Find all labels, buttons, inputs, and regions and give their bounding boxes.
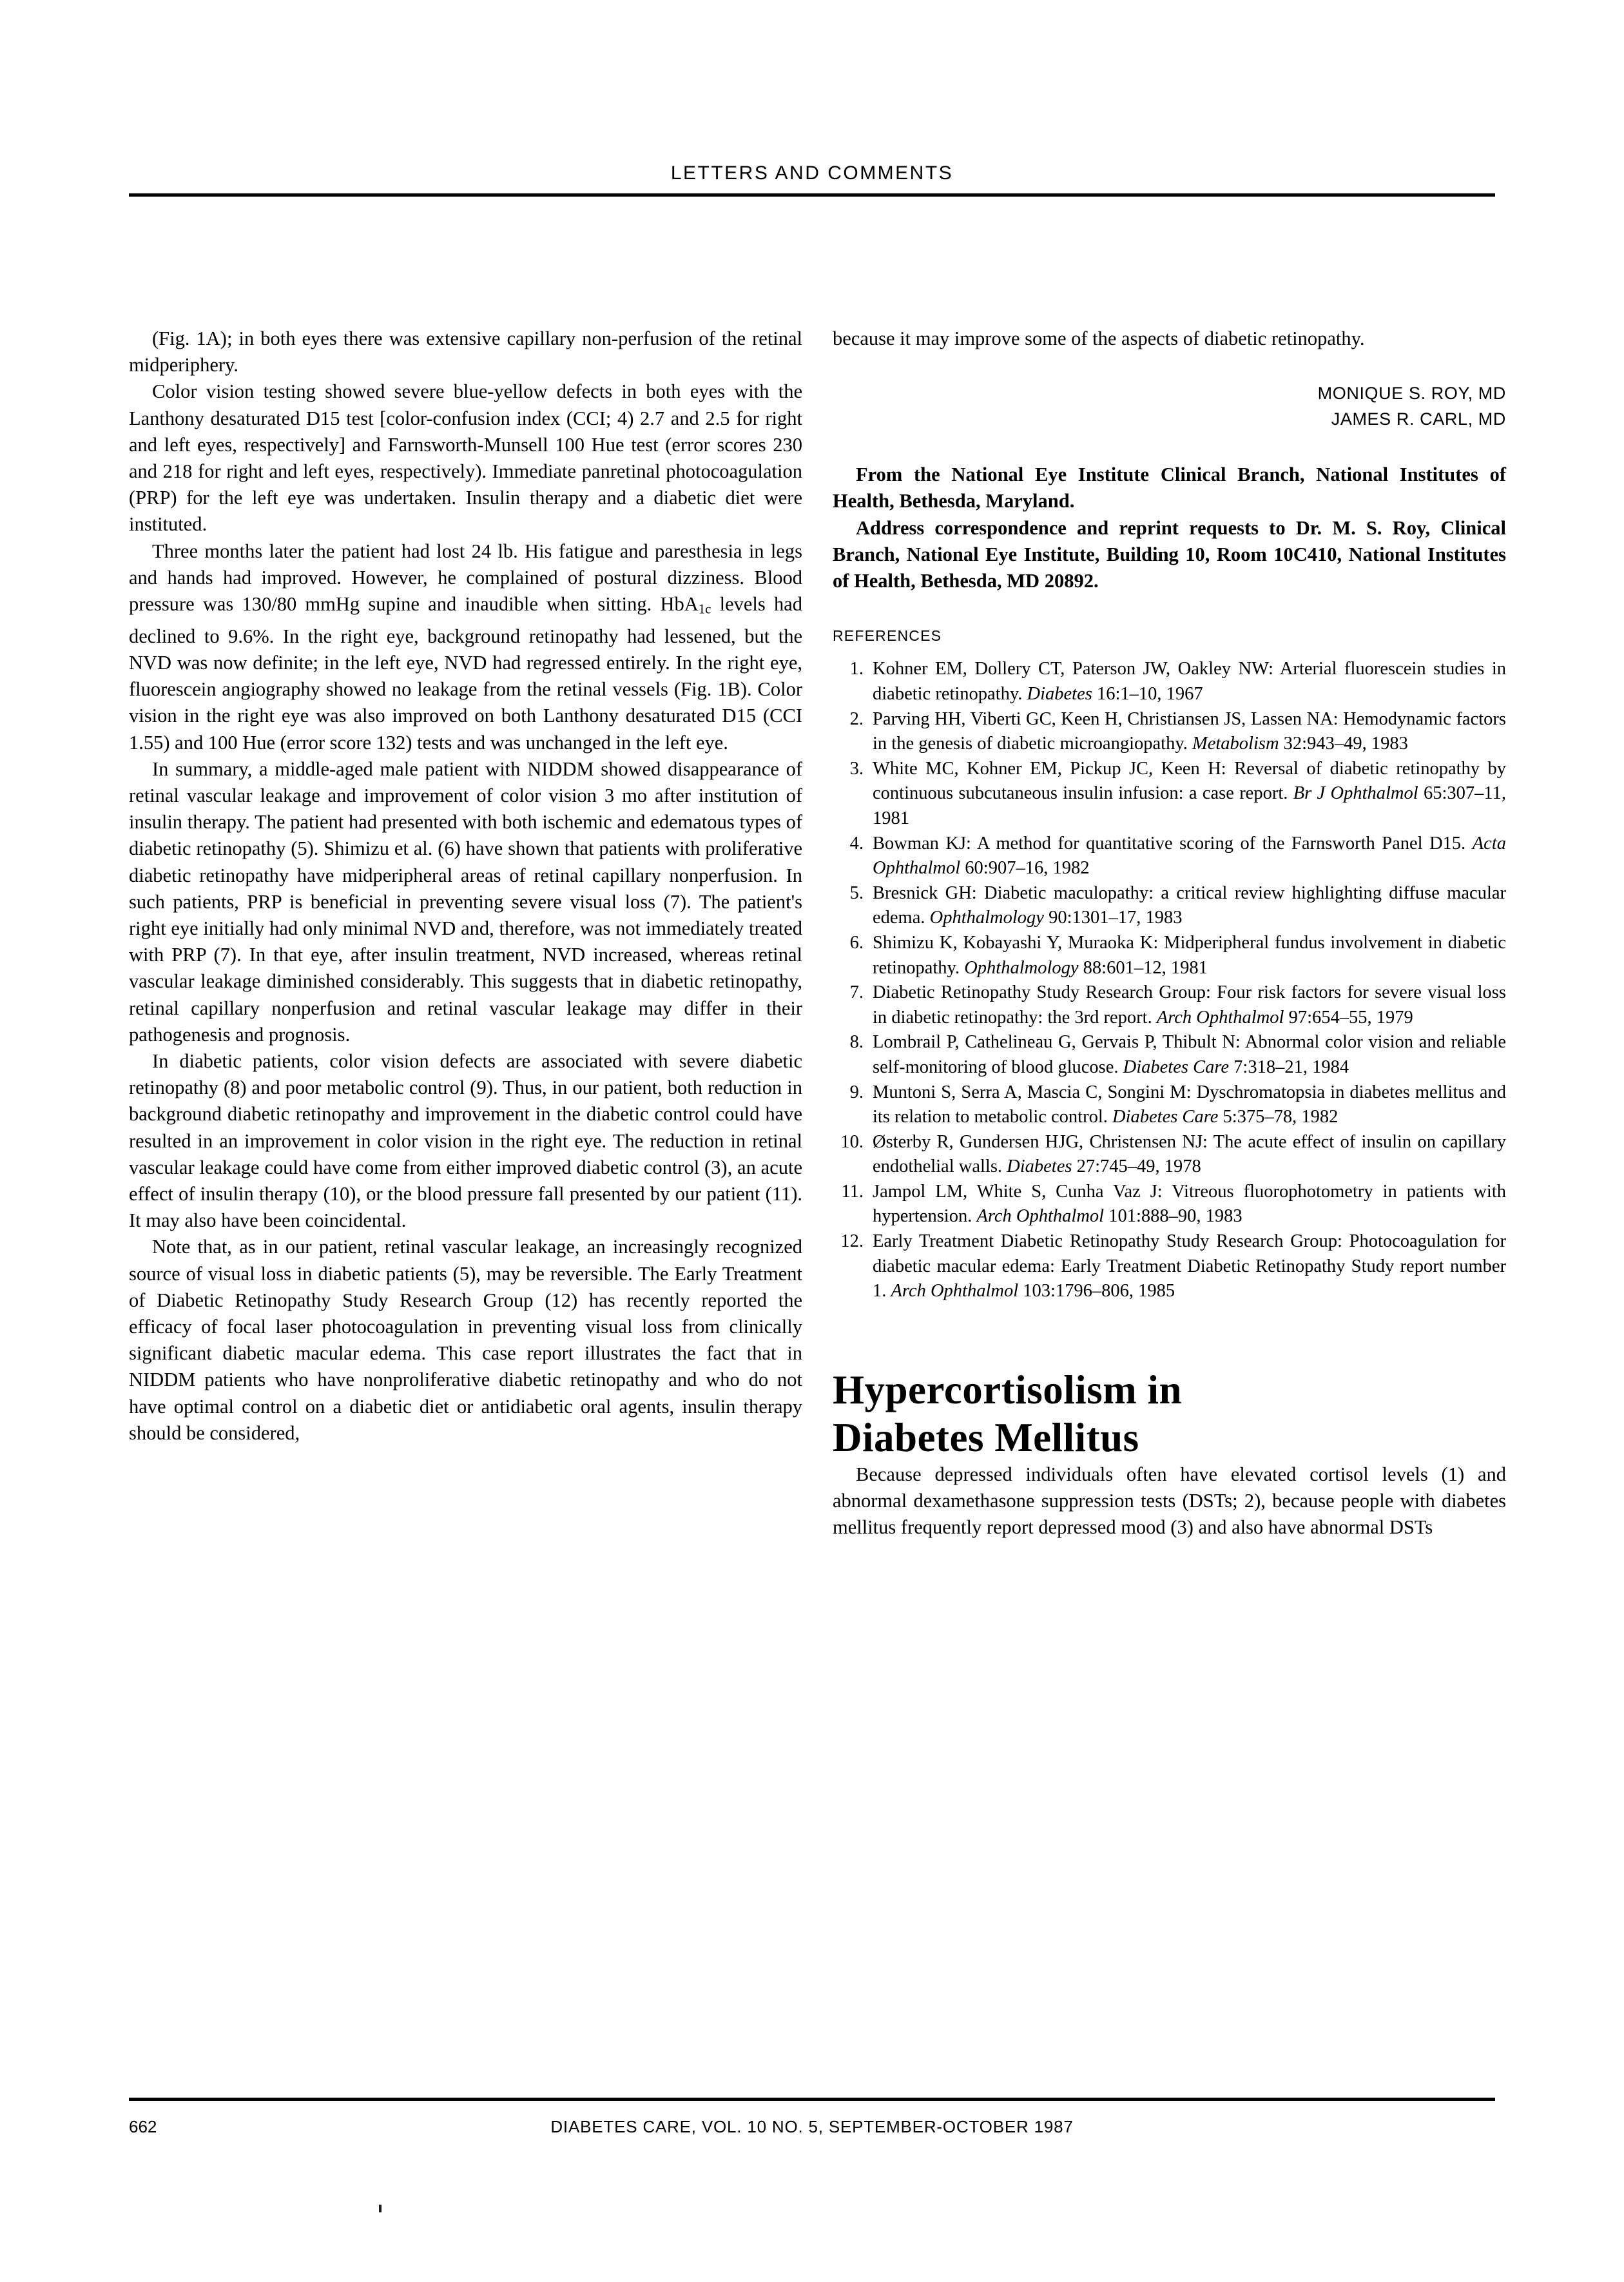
- reference-number: 8.: [849, 1032, 864, 1053]
- reference-journal: Ophthalmology: [964, 957, 1079, 978]
- paragraph: In summary, a middle-aged male patient with NIDDM showed disappearance of retinal vascular leakage and improvement of color vision 3 mo after institution of insulin therapy. The patient had presented with both ischemic and edematous types of diabetic retinopathy (5). Shimizu et al. (6) have shown that patients with proliferative diabetic retinopathy have midperipheral areas of retinal capillary nonperfusion. In such patients, PRP is beneficial in preventing severe visual loss (7). The patient's right eye initially had only minimal NVD and, therefore, was not immediately treated with PRP (7). In that eye, after insulin treatment, NVD increased, whereas retinal vascular leakage diminished considerably. This suggests that in diabetic retinopathy, retinal capillary nonperfusion and retinal vascular leakage may differ in their pathogenesis and prognosis.: [129, 757, 802, 1046]
- article-title: [833, 1366, 1506, 1461]
- reference-item: 11. Jampol LM, White S, Cunha Vaz J: Vitreous fluorophotometry in patients with hypertension. Arch Ophthalmol 101:888–90, 1983: [833, 1180, 1506, 1229]
- reference-number: 12.: [840, 1231, 864, 1252]
- reference-journal: Metabolism: [1192, 734, 1279, 754]
- author-signature-block: [833, 380, 1506, 432]
- affiliation-block: [833, 462, 1506, 594]
- reference-item: 7. Diabetic Retinopathy Study Research Group: Four risk factors for severe visual loss in diabetic retinopathy: the 3rd report. Arch Ophthalmol 97:654–55, 1979: [833, 980, 1506, 1030]
- reference-item: 12. Early Treatment Diabetic Retinopathy Study Research Group: Photocoagulation for diabetic macular edema: Early Treatment Diabetic Retinopathy Study report number 1. Arch Ophthalmol 103:1796–806, 1985: [833, 1229, 1506, 1304]
- paragraph-continuation: because it may improve some of the aspects of diabetic retinopathy.: [833, 327, 1365, 349]
- reference-item: 3. White MC, Kohner EM, Pickup JC, Keen H: Reversal of diabetic retinopathy by continuous subcutaneous insulin infusion: a case report. Br J Ophthalmol 65:307–11, 1981: [833, 757, 1506, 832]
- footer-journal-line: DIABETES CARE, VOL. 10 NO. 5, SEPTEMBER-OCTOBER 1987: [550, 2117, 1074, 2136]
- reference-journal: Arch Ophthalmol: [891, 1281, 1019, 1302]
- scan-artifact-speck: [379, 2205, 382, 2212]
- reference-number: 11.: [841, 1181, 864, 1202]
- correspondence-text: Address correspondence and reprint requests to Dr. M. S. Roy, Clinical Branch, National Eye Institute, Building 10, Room 10C410, National Institutes of Health, Bethesda, MD 20892.: [833, 516, 1506, 592]
- paragraph: In diabetic patients, color vision defects are associated with severe diabetic retinopathy (8) and poor metabolic control (9). Thus, in our patient, both reduction in background diabetic retinopathy and improvement in the diabetic control could have resulted in an improvement in color vision in the right eye. The reduction in retinal vascular leakage could have come from either improved diabetic control (3), an acute effect of insulin therapy (10), or the blood pressure fall presented by our patient (11). It may also have been coincidental.: [129, 1050, 802, 1232]
- reference-item: 9. Muntoni S, Serra A, Mascia C, Songini M: Dyschromatopsia in diabetes mellitus and its relation to metabolic control. Diabetes Care 5:375–78, 1982: [833, 1080, 1506, 1130]
- reference-journal: Arch Ophthalmol: [976, 1206, 1105, 1227]
- author-name: MONIQUE S. ROY, MD: [1317, 384, 1506, 404]
- reference-number: 7.: [849, 982, 864, 1003]
- author-name: JAMES R. CARL, MD: [1331, 409, 1506, 429]
- reference-journal: Arch Ophthalmol: [1156, 1007, 1284, 1028]
- header-rule: [129, 193, 1495, 197]
- reference-number: 2.: [849, 708, 864, 729]
- reference-number: 9.: [849, 1082, 864, 1102]
- running-head: LETTERS AND COMMENTS: [670, 162, 954, 184]
- reference-item: 5. Bresnick GH: Diabetic maculopathy: a critical review highlighting diffuse macular edema. Ophthalmology 90:1301–17, 1983: [833, 881, 1506, 931]
- reference-journal: Diabetes Care: [1123, 1057, 1230, 1077]
- reference-item: 8. Lombrail P, Cathelineau G, Gervais P, Thibult N: Abnormal color vision and reliable self-monitoring of blood glucose. Diabetes Care 7:318–21, 1984: [833, 1030, 1506, 1080]
- reference-journal: Diabetes: [1027, 684, 1092, 705]
- reference-item: 6. Shimizu K, Kobayashi Y, Muraoka K: Midperipheral fundus involvement in diabetic retinopathy. Ophthalmology 88:601–12, 1981: [833, 931, 1506, 980]
- reference-number: 4.: [849, 833, 864, 853]
- page-number: 662: [129, 2117, 157, 2136]
- reference-number: 10.: [840, 1131, 864, 1152]
- reference-list: [833, 657, 1506, 1303]
- reference-item: 1. Kohner EM, Dollery CT, Paterson JW, Oakley NW: Arterial fluorescein studies in diabetic retinopathy. Diabetes 16:1–10, 1967: [833, 657, 1506, 707]
- reference-item: 4. Bowman KJ: A method for quantitative scoring of the Farnsworth Panel D15. Acta Ophthalmol 60:907–16, 1982: [833, 832, 1506, 881]
- left-column: [129, 326, 802, 1447]
- reference-number: 3.: [849, 758, 864, 779]
- reference-number: 5.: [849, 883, 864, 903]
- reference-number: 6.: [849, 932, 864, 953]
- reference-item: 10. Østerby R, Gundersen HJG, Christensen NJ: The acute effect of insulin on capillary endothelial walls. Diabetes 27:745–49, 1978: [833, 1130, 1506, 1180]
- article-lead-paragraph: Because depressed individuals often have elevated cortisol levels (1) and abnormal dexamethasone suppression tests (DSTs; 2), because people with diabetes mellitus frequently report depressed mood (3) and also have abnormal DSTs: [833, 1463, 1506, 1539]
- footer-rule: [129, 2098, 1495, 2101]
- paragraph: Note that, as in our patient, retinal vascular leakage, an increasingly recognized source of visual loss in diabetic patients (5), may be reversible. The Early Treatment of Diabetic Retinopathy Study Research Group (12) has recently reported the efficacy of focal laser photocoagulation in preventing visual loss from clinically significant diabetic macular edema. This case report illustrates the fact that in NIDDM patients who have nonproliferative diabetic retinopathy and who do not have optimal control on a diabetic diet or antidiabetic oral agents, insulin therapy should be considered,: [129, 1236, 802, 1444]
- paragraph: (Fig. 1A); in both eyes there was extensive capillary non-perfusion of the retinal midperiphery.: [129, 327, 802, 376]
- references-heading: REFERENCES: [833, 627, 942, 645]
- hba1c-label: HbA$_{1c}$: [660, 593, 711, 617]
- affiliation-text: From the National Eye Institute Clinical Branch, National Institutes of Health, Bethesda, Maryland.: [833, 463, 1506, 512]
- paragraph: Three months later the patient had lost 24 lb. His fatigue and paresthesia in legs and hands had improved. However, he complained of postural dizziness. Blood pressure was 130/80 mmHg supine and inaudible when sitting. HbA$_{1c}$ levels had declined to 9.6%. In the right eye, background retinopathy had lessened, but the NVD was now definite; in the left eye, NVD had regressed entirely. In the right eye, fluorescein angiography showed no leakage from the retinal vessels (Fig. 1B). Color vision in the right eye was also improved on both Lanthony desaturated D15 (CCI 1.55) and 100 Hue (error score 132) tests and was unchanged in the left eye.: [129, 540, 802, 754]
- reference-item: 2. Parving HH, Viberti GC, Keen H, Christiansen JS, Lassen NA: Hemodynamic factors in the genesis of diabetic microangiopathy. Metabolism 32:943–49, 1983: [833, 707, 1506, 757]
- article-title-line: Hypercortisolism in: [833, 1367, 1183, 1412]
- reference-number: 1.: [849, 659, 864, 679]
- article-title-line: Diabetes Mellitus: [833, 1414, 1139, 1460]
- reference-journal: Diabetes Care: [1112, 1107, 1219, 1127]
- reference-journal: Acta Ophthalmol: [873, 833, 1506, 879]
- paragraph: Color vision testing showed severe blue-yellow defects in both eyes with the Lanthony desaturated D15 test [color-confusion index (CCI; 4) 2.7 and 2.5 for right and left eyes, respectively] and Farnsworth-Munsell 100 Hue test (error scores 230 and 218 for right and left eyes, respectively). Immediate panretinal photocoagulation (PRP) for the left eye was undertaken. Insulin therapy and a diabetic diet were instituted.: [129, 380, 802, 536]
- right-column: [833, 326, 1506, 1541]
- reference-journal: Ophthalmology: [929, 908, 1044, 928]
- reference-journal: Diabetes: [1007, 1156, 1072, 1177]
- reference-journal: Br J Ophthalmol: [1293, 783, 1418, 804]
